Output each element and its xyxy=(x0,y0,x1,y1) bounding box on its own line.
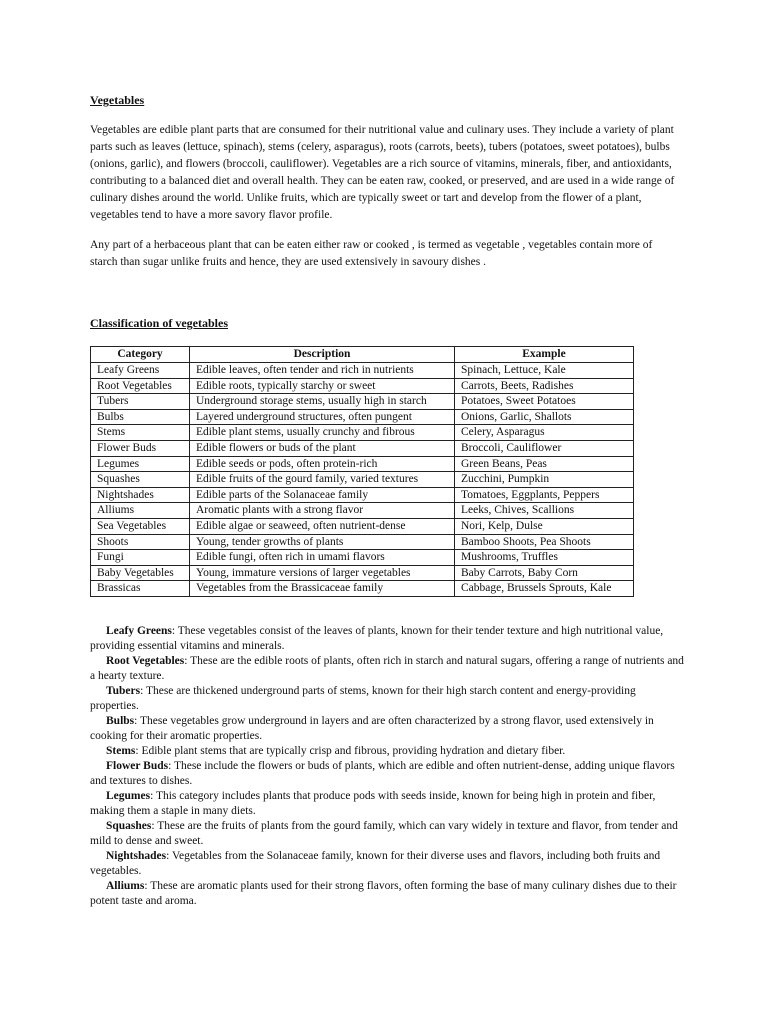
table-row xyxy=(91,394,634,410)
cell-example: Tomatoes, Eggplants, Peppers xyxy=(455,487,634,503)
cell-description: Edible plant stems, usually crunchy and fibrous xyxy=(190,425,455,441)
category-notes xyxy=(90,624,686,909)
cell-category: Tubers xyxy=(91,394,190,410)
cell-category: Nightshades xyxy=(91,487,190,503)
note-item xyxy=(90,684,686,714)
cell-example: Onions, Garlic, Shallots xyxy=(455,409,634,425)
cell-category: Bulbs xyxy=(91,409,190,425)
note-text: : These vegetables consist of the leaves of plants, known for their tender texture and high nutritional value, providing essential vitamins and minerals. xyxy=(90,625,664,652)
note-text: : These are thickened underground parts of stems, known for their high starch content and energy-providing properties. xyxy=(90,685,636,712)
note-text: : These are aromatic plants used for their strong flavors, often forming the base of many culinary dishes due to their potent taste and aroma. xyxy=(90,880,677,907)
table-row xyxy=(91,472,634,488)
cell-description: Edible fungi, often rich in umami flavors xyxy=(190,550,455,566)
table-row xyxy=(91,581,634,597)
cell-category: Fungi xyxy=(91,550,190,566)
table-row xyxy=(91,487,634,503)
cell-example: Baby Carrots, Baby Corn xyxy=(455,565,634,581)
table-row xyxy=(91,550,634,566)
note-term: Flower Buds xyxy=(106,760,169,772)
table-row xyxy=(91,518,634,534)
note-term: Root Vegetables xyxy=(106,655,185,667)
cell-category: Legumes xyxy=(91,456,190,472)
classification-table xyxy=(90,346,634,597)
cell-description: Edible parts of the Solanaceae family xyxy=(190,487,455,503)
cell-description: Edible algae or seaweed, often nutrient-dense xyxy=(190,518,455,534)
cell-description: Edible seeds or pods, often protein-rich xyxy=(190,456,455,472)
header-category: Category xyxy=(91,347,190,363)
note-item xyxy=(90,759,686,789)
cell-example: Nori, Kelp, Dulse xyxy=(455,518,634,534)
cell-category: Baby Vegetables xyxy=(91,565,190,581)
cell-description: Edible flowers or buds of the plant xyxy=(190,440,455,456)
cell-example: Bamboo Shoots, Pea Shoots xyxy=(455,534,634,550)
cell-description: Young, tender growths of plants xyxy=(190,534,455,550)
cell-category: Sea Vegetables xyxy=(91,518,190,534)
cell-description: Aromatic plants with a strong flavor xyxy=(190,503,455,519)
note-item xyxy=(90,654,686,684)
cell-category: Squashes xyxy=(91,472,190,488)
cell-category: Shoots xyxy=(91,534,190,550)
header-description: Description xyxy=(190,347,455,363)
cell-description: Young, immature versions of larger vegetables xyxy=(190,565,455,581)
note-text: : These are the edible roots of plants, often rich in starch and natural sugars, offering a range of nutrients and a hearty texture. xyxy=(90,655,684,682)
note-term: Stems xyxy=(106,745,136,757)
table-row xyxy=(91,456,634,472)
cell-example: Spinach, Lettuce, Kale xyxy=(455,363,634,379)
cell-category: Leafy Greens xyxy=(91,363,190,379)
cell-example: Broccoli, Cauliflower xyxy=(455,440,634,456)
note-term: Leafy Greens xyxy=(106,625,172,637)
cell-category: Brassicas xyxy=(91,581,190,597)
cell-example: Mushrooms, Truffles xyxy=(455,550,634,566)
note-item xyxy=(90,849,686,879)
table-row xyxy=(91,503,634,519)
cell-description: Edible fruits of the gourd family, varied textures xyxy=(190,472,455,488)
cell-example: Cabbage, Brussels Sprouts, Kale xyxy=(455,581,634,597)
note-text: : Edible plant stems that are typically crisp and fibrous, providing hydration and dietary fiber. xyxy=(135,745,566,757)
table-row xyxy=(91,534,634,550)
note-term: Legumes xyxy=(106,790,151,802)
table-row xyxy=(91,409,634,425)
note-text: : This category includes plants that produce pods with seeds inside, known for being high in protein and fiber, making them a staple in many diets. xyxy=(90,790,656,817)
table-header-row xyxy=(91,347,634,363)
cell-example: Celery, Asparagus xyxy=(455,425,634,441)
note-item xyxy=(90,714,686,744)
note-text: : These vegetables grow underground in layers and are often characterized by a strong flavor, used extensively in cooking for their aromatic properties. xyxy=(90,715,654,742)
note-item xyxy=(90,624,686,654)
cell-category: Alliums xyxy=(91,503,190,519)
table-row xyxy=(91,425,634,441)
note-term: Tubers xyxy=(106,685,141,697)
cell-example: Carrots, Beets, Radishes xyxy=(455,378,634,394)
classification-heading: Classification of vegetables xyxy=(90,316,228,330)
definition-paragraph: Any part of a herbaceous plant that can be eaten either raw or cooked , is termed as vegetable , vegetables contain more of starch than sugar unlike fruits and hence, they are used extensively in savoury dishes . xyxy=(90,239,653,268)
table-row xyxy=(91,565,634,581)
cell-description: Vegetables from the Brassicaceae family xyxy=(190,581,455,597)
note-item xyxy=(90,789,686,819)
cell-example: Potatoes, Sweet Potatoes xyxy=(455,394,634,410)
note-term: Squashes xyxy=(106,820,152,832)
note-text: : Vegetables from the Solanaceae family, known for their diverse uses and flavors, including both fruits and vegetables. xyxy=(90,850,661,877)
note-item xyxy=(90,819,686,849)
intro-paragraph: Vegetables are edible plant parts that are consumed for their nutritional value and culinary uses. They include a variety of plant parts such as leaves (lettuce, spinach), stems (celery, asparagus), roots (carrots, beets), tubers (potatoes, sweet potatoes), bulbs (onions, garlic), and flowers (broccoli, cauliflower). Vegetables are a rich source of vitamins, minerals, fiber, and antioxidants, contributing to a balanced diet and overall health. They can be eaten raw, cooked, or preserved, and are used in a wide range of culinary dishes around the world. Unlike fruits, which are typically sweet or tart and develop from the flower of a plant, vegetables tend to have a more savory flavor profile. xyxy=(90,124,675,221)
header-example: Example xyxy=(455,347,634,363)
table-row xyxy=(91,378,634,394)
cell-description: Edible roots, typically starchy or sweet xyxy=(190,378,455,394)
note-term: Nightshades xyxy=(106,850,167,862)
note-term: Bulbs xyxy=(106,715,135,727)
cell-description: Underground storage stems, usually high in starch xyxy=(190,394,455,410)
cell-category: Root Vegetables xyxy=(91,378,190,394)
cell-category: Flower Buds xyxy=(91,440,190,456)
cell-example: Zucchini, Pumpkin xyxy=(455,472,634,488)
note-item xyxy=(90,879,686,909)
cell-description: Edible leaves, often tender and rich in nutrients xyxy=(190,363,455,379)
cell-description: Layered underground structures, often pungent xyxy=(190,409,455,425)
note-term: Alliums xyxy=(106,880,145,892)
cell-category: Stems xyxy=(91,425,190,441)
table-row xyxy=(91,363,634,379)
document-title: Vegetables xyxy=(90,93,145,107)
note-text: : These include the flowers or buds of plants, which are edible and often nutrient-dense, adding unique flavors and textures to dishes. xyxy=(90,760,675,787)
table-row xyxy=(91,440,634,456)
cell-example: Leeks, Chives, Scallions xyxy=(455,503,634,519)
note-text: : These are the fruits of plants from the gourd family, which can vary widely in texture and flavor, from tender and mild to dense and sweet. xyxy=(90,820,678,847)
cell-example: Green Beans, Peas xyxy=(455,456,634,472)
note-item xyxy=(90,744,686,759)
